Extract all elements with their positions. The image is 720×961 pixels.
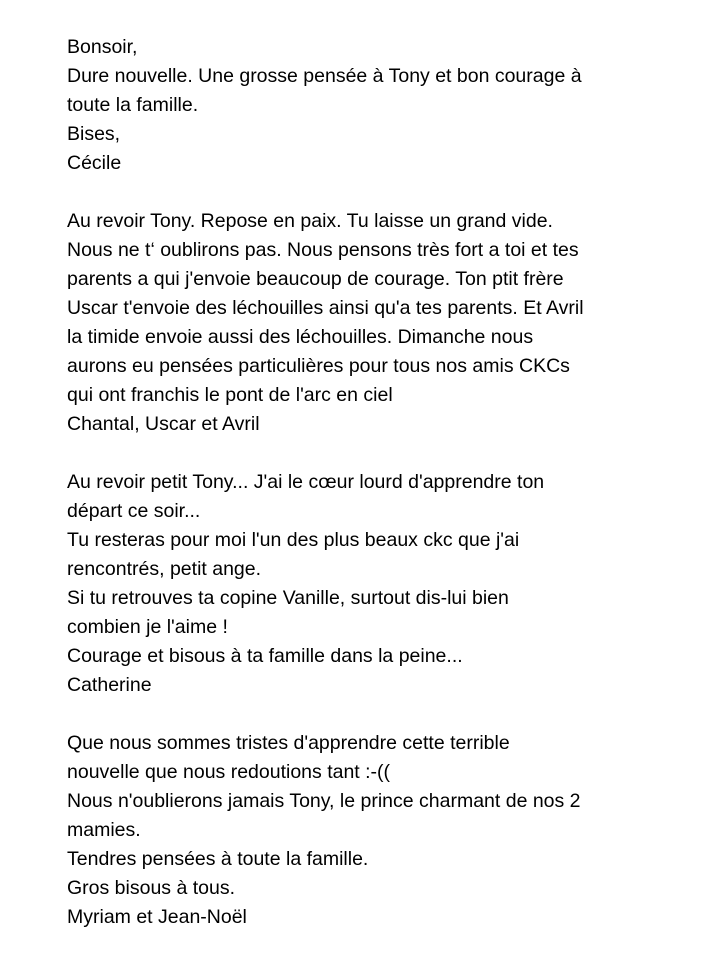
message-line: aurons eu pensées particulières pour tous nos amis CKCs <box>67 355 570 377</box>
message-myriam-jean-noel <box>67 729 697 932</box>
message-line: Bonsoir, <box>67 36 138 58</box>
message-line: combien je l'aime ! <box>67 616 228 638</box>
message-line: Uscar t'envoie des léchouilles ainsi qu'a tes parents. Et Avril <box>67 297 584 319</box>
message-line: Gros bisous à tous. <box>67 877 235 899</box>
message-line: qui ont franchis le pont de l'arc en ciel <box>67 384 393 406</box>
condolence-messages-page <box>67 33 697 961</box>
message-line: Dure nouvelle. Une grosse pensée à Tony et bon courage à <box>67 65 582 87</box>
message-line: Tendres pensées à toute la famille. <box>67 848 369 870</box>
message-line: la timide envoie aussi des léchouilles. Dimanche nous <box>67 326 534 348</box>
message-line: Si tu retrouves ta copine Vanille, surtout dis-lui bien <box>67 587 509 609</box>
message-line: Au revoir Tony. Repose en paix. Tu laisse un grand vide. <box>67 210 553 232</box>
message-line: Tu resteras pour moi l'un des plus beaux ckc que j'ai <box>67 529 520 551</box>
message-line: nouvelle que nous redoutions tant :-(( <box>67 761 391 783</box>
message-signature: Chantal, Uscar et Avril <box>67 413 260 435</box>
message-line: Que nous sommes tristes d'apprendre cette terrible <box>67 732 510 754</box>
message-line: Nous n'oublierons jamais Tony, le prince charmant de nos 2 <box>67 790 581 812</box>
message-cecile <box>67 33 697 178</box>
message-catherine <box>67 468 697 700</box>
message-signature: Cécile <box>67 152 122 174</box>
message-chantal <box>67 207 697 439</box>
message-line: Au revoir petit Tony... J'ai le cœur lourd d'apprendre ton <box>67 471 545 493</box>
message-signature: Myriam et Jean-Noël <box>67 906 247 928</box>
message-line: Bises, <box>67 123 121 145</box>
message-line: départ ce soir... <box>67 500 201 522</box>
message-line: mamies. <box>67 819 141 841</box>
message-line: Courage et bisous à ta famille dans la peine... <box>67 645 463 667</box>
message-line: rencontrés, petit ange. <box>67 558 262 580</box>
message-line: Nous ne t‘ oublirons pas. Nous pensons très fort a toi et tes <box>67 239 579 261</box>
message-line: toute la famille. <box>67 94 199 116</box>
message-line: parents a qui j'envoie beaucoup de courage. Ton ptit frère <box>67 268 564 290</box>
message-signature: Catherine <box>67 674 152 696</box>
